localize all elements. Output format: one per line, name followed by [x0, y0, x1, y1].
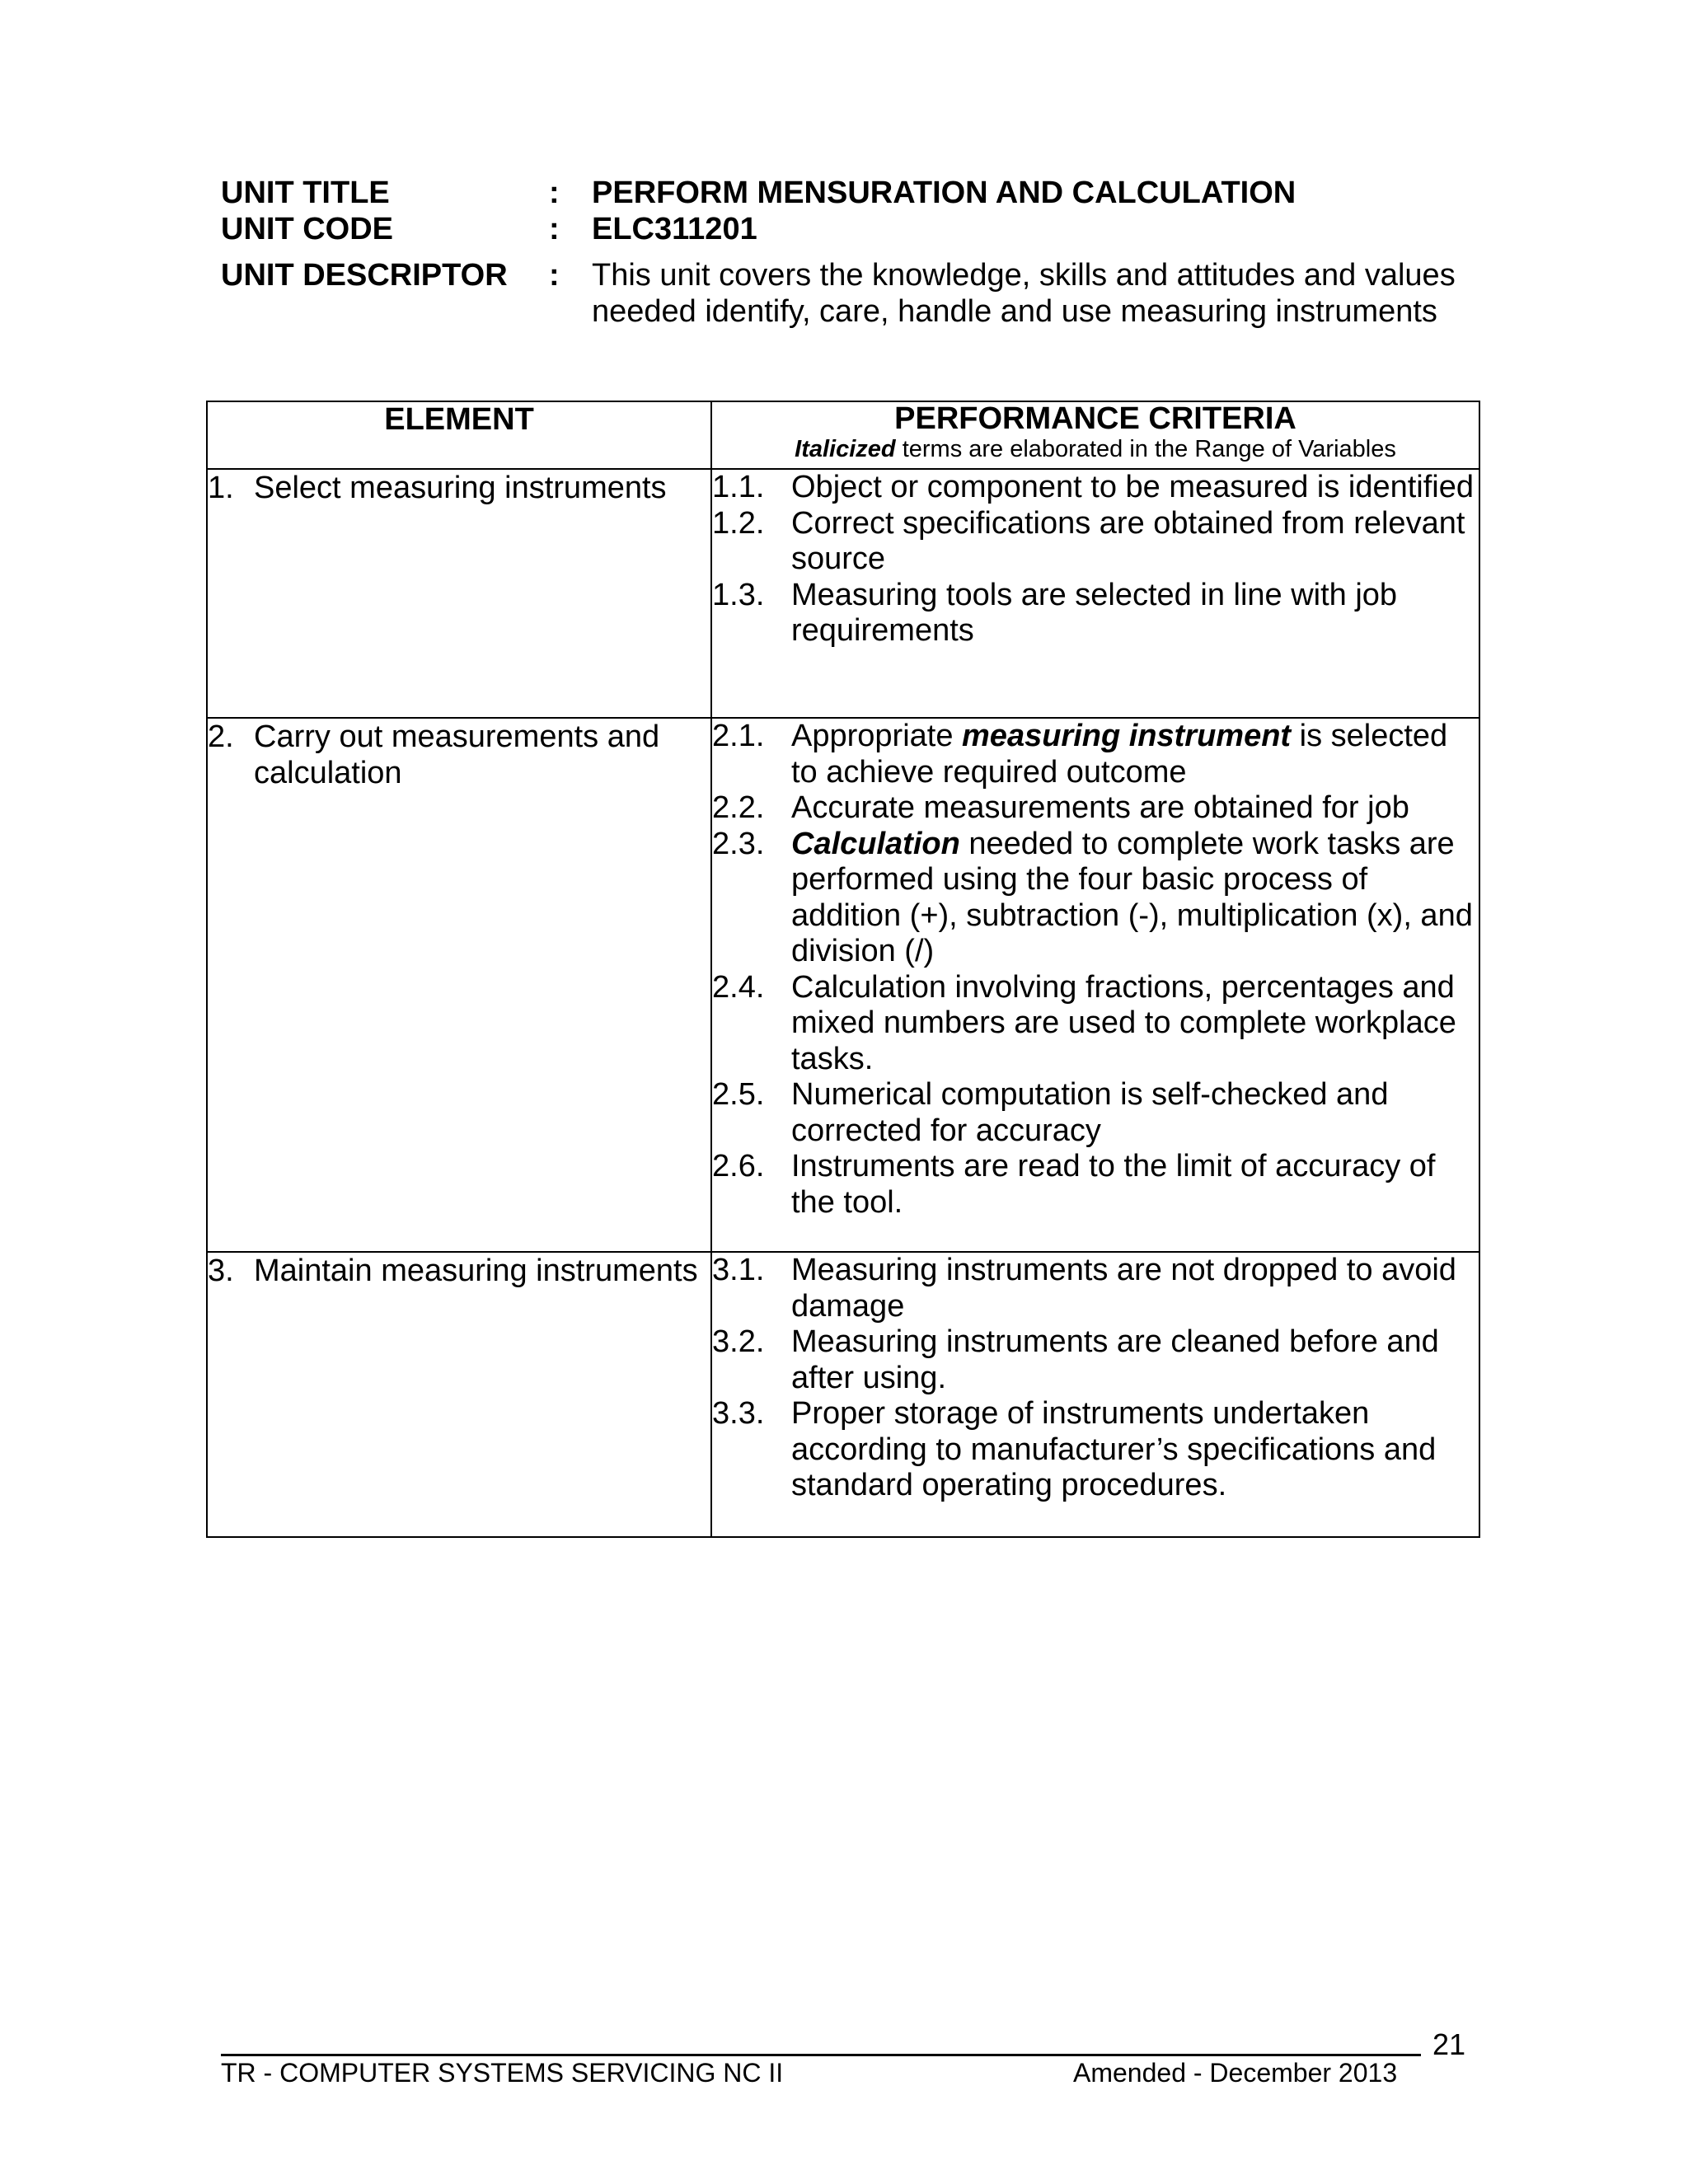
criterion	[712, 1149, 1479, 1221]
criterion	[712, 470, 1479, 506]
criterion	[712, 827, 1479, 970]
unit-descriptor-line-1: This unit covers the knowledge, skills and attitudes and values	[592, 258, 1456, 293]
criterion	[712, 790, 1479, 827]
criterion-number: 1.2.	[712, 505, 765, 541]
criteria-column-header	[711, 401, 1479, 469]
criterion	[712, 1077, 1479, 1149]
criterion-number: 2.3.	[712, 826, 765, 861]
criterion	[712, 578, 1479, 649]
criterion-number: 3.2.	[712, 1324, 765, 1359]
criterion	[712, 1253, 1479, 1324]
unit-title-colon: :	[549, 176, 560, 210]
criteria-cell	[711, 469, 1479, 718]
criterion-range-term: Calculation	[791, 826, 960, 861]
element-item	[208, 1253, 710, 1289]
element-number: 2.	[208, 719, 234, 754]
unit-descriptor-row	[221, 257, 1498, 330]
criterion-number: 3.3.	[712, 1396, 765, 1431]
criterion-number: 1.3.	[712, 577, 765, 612]
criterion-number: 2.1.	[712, 719, 765, 753]
criterion-number: 2.4.	[712, 969, 765, 1005]
criterion	[712, 506, 1479, 578]
criterion-text-post: needed to complete work tasks are performed using the four basic process of addition (+), subtraction (-), multiplication (x), and division (/)	[791, 826, 1473, 968]
unit-descriptor-colon: :	[549, 258, 560, 293]
footer-rule	[221, 2054, 1421, 2056]
criterion	[712, 1396, 1479, 1504]
unit-title-value: PERFORM MENSURATION AND CALCULATION	[592, 176, 1296, 210]
criterion-text-pre: Appropriate	[791, 719, 963, 753]
unit-title-row	[221, 175, 1457, 211]
criteria-header-title: PERFORMANCE CRITERIA	[894, 401, 1296, 436]
unit-code-value: ELC311201	[592, 212, 757, 246]
page-number: 21	[1432, 2027, 1466, 2061]
criterion-text-post: is selected to achieve required outcome	[791, 719, 1448, 790]
criterion-range-term: measuring instrument	[962, 719, 1292, 753]
element-item	[208, 470, 710, 506]
criterion-text: Measuring instruments are cleaned before and after using.	[791, 1324, 1439, 1395]
unit-code-row	[221, 211, 1457, 247]
element-number: 3.	[208, 1254, 234, 1288]
italicized-word: Italicized	[795, 436, 896, 462]
criterion-text: Accurate measurements are obtained for job	[791, 790, 1409, 825]
unit-descriptor-label: UNIT DESCRIPTOR	[221, 258, 508, 293]
element-item	[208, 719, 710, 791]
table-row	[207, 469, 1479, 718]
criterion-number: 3.1.	[712, 1253, 765, 1287]
criteria-cell	[711, 718, 1479, 1252]
footer-left-text: TR - COMPUTER SYSTEMS SERVICING NC II	[221, 2058, 784, 2088]
unit-descriptor-line-2: needed identify, care, handle and use measuring instruments	[592, 294, 1437, 329]
table-header-row	[207, 401, 1479, 469]
criterion	[712, 970, 1479, 1078]
element-number: 1.	[208, 471, 234, 505]
unit-code-colon: :	[549, 212, 560, 246]
element-column-header: ELEMENT	[207, 401, 711, 469]
element-text: Select measuring instruments	[254, 471, 667, 505]
criterion-text: Calculation involving fractions, percentages and mixed numbers are used to complete workplace tasks.	[791, 969, 1456, 1076]
unit-code-label: UNIT CODE	[221, 212, 393, 246]
criteria-note-text: terms are elaborated in the Range of Variables	[895, 436, 1396, 462]
criteria-cell	[711, 1252, 1479, 1537]
unit-title-label: UNIT TITLE	[221, 176, 390, 210]
criterion-text: Measuring tools are selected in line with job requirements	[791, 577, 1398, 648]
criterion-number: 2.2.	[712, 790, 765, 825]
criterion-text: Instruments are read to the limit of accuracy of the tool.	[791, 1149, 1436, 1220]
criterion	[712, 1324, 1479, 1396]
criterion-text: Measuring instruments are not dropped to avoid damage	[791, 1253, 1456, 1324]
competency-table	[206, 401, 1480, 1538]
element-cell	[207, 718, 711, 1252]
criterion-number: 2.6.	[712, 1149, 765, 1183]
criterion-number: 2.5.	[712, 1077, 765, 1112]
criterion-text: Numerical computation is self-checked and corrected for accuracy	[791, 1077, 1389, 1148]
element-text: Maintain measuring instruments	[254, 1254, 698, 1288]
element-text: Carry out measurements and calculation	[254, 719, 660, 790]
criterion-text: Proper storage of instruments undertaken according to manufacturer’s specifications and standard operating procedures.	[791, 1396, 1437, 1502]
footer-right-text: Amended - December 2013	[1073, 2058, 1398, 2088]
table-row	[207, 718, 1479, 1252]
criterion-number: 1.1.	[712, 470, 765, 504]
criterion-text: Object or component to be measured is identified	[791, 470, 1475, 504]
criterion	[712, 719, 1479, 790]
criterion-text: Correct specifications are obtained from relevant source	[791, 505, 1465, 576]
element-cell	[207, 1252, 711, 1537]
criteria-header-note	[712, 435, 1479, 463]
element-cell	[207, 469, 711, 718]
table-row	[207, 1252, 1479, 1537]
